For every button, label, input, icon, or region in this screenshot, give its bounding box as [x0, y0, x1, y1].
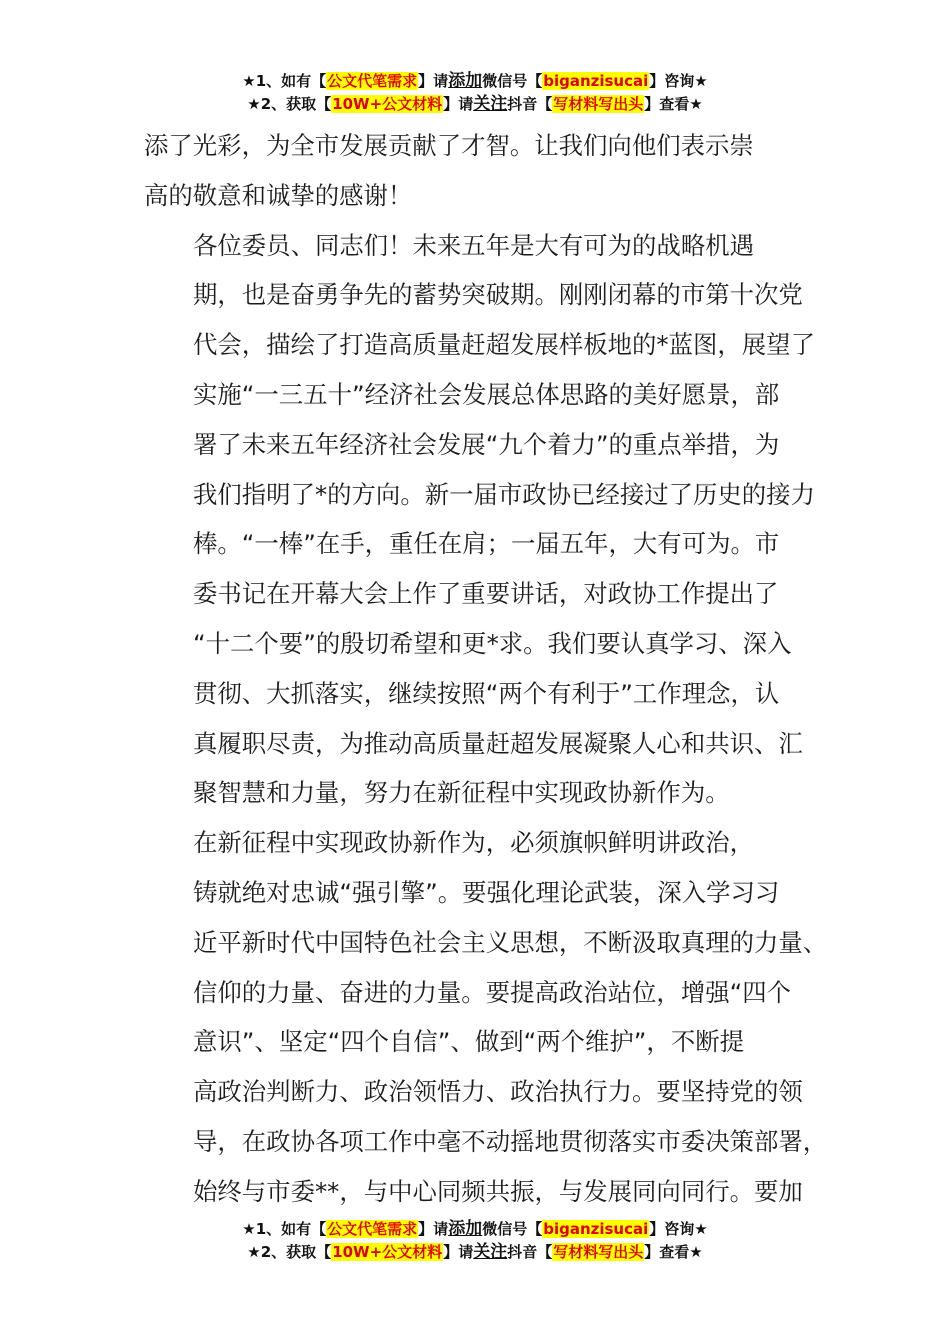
document-body — [144, 121, 828, 1217]
banner-line-1 — [0, 70, 950, 93]
banner-text: 抖音【 — [507, 95, 553, 113]
paragraph — [144, 221, 814, 819]
text-line: 署了未来五年经济社会发展“九个着力”的重点举措，为 — [193, 429, 780, 459]
text-line: 各位委员、同志们！未来五年是大有可为的战略机遇 — [193, 230, 754, 260]
header-banner — [0, 70, 950, 116]
banner-text: 抖音【 — [507, 1243, 553, 1261]
text-line: 聚智慧和力量，努力在新征程中实现政协新作为。 — [193, 778, 730, 808]
wechat-id-highlight: biganzisucai — [543, 1220, 649, 1238]
text-line: 棒。“一棒”在手，重任在肩；一届五年，大有可为。市 — [193, 529, 780, 559]
paragraph — [144, 818, 828, 1216]
banner-highlight: 公文代笔需求 — [327, 72, 418, 90]
text-line: 委书记在开幕大会上作了重要讲话，对政协工作提出了 — [193, 579, 779, 609]
text-line: 期，也是奋勇争先的蓄势突破期。刚刚闭幕的市第十次党 — [193, 280, 803, 310]
banner-line-1 — [0, 1218, 950, 1241]
text-line: 实施“一三五十”经济社会发展总体思路的美好愿景，部 — [193, 379, 780, 409]
banner-highlight: 公文代笔需求 — [327, 1220, 418, 1238]
banner-text: 微信号【 — [482, 1220, 543, 1238]
banner-text: ★1、如有【 — [242, 1220, 327, 1238]
banner-text: 】咨询★ — [649, 72, 708, 90]
banner-text: 】查看★ — [644, 1243, 703, 1261]
banner-text: 】查看★ — [644, 95, 703, 113]
text-line: 信仰的力量、奋进的力量。要提高政治站位，增强“四个 — [193, 977, 792, 1007]
text-line: 贯彻、大抓落实，继续按照“两个有利于”工作理念，认 — [193, 678, 780, 708]
banner-underlined: 添加 — [448, 71, 483, 91]
banner-text: ★1、如有【 — [242, 72, 327, 90]
banner-underlined: 添加 — [448, 1219, 483, 1239]
banner-text: 】咨询★ — [649, 1220, 708, 1238]
text-line: 添了光彩，为全市发展贡献了才智。让我们向他们表示崇 — [144, 131, 754, 160]
text-line: 真履职尽责，为推动高质量赶超发展凝聚人心和共识、汇 — [193, 728, 803, 758]
text-line: 始终与市委**，与中心同频共振，与发展同向同行。要加 — [193, 1176, 803, 1206]
text-line: 代会，描绘了打造高质量赶超发展样板地的*蓝图，展望了 — [193, 330, 815, 360]
footer-banner — [0, 1218, 950, 1264]
banner-text: 】请 — [443, 95, 474, 113]
text-line: “十二个要”的殷切希望和更*求。我们要认真学习、深入 — [193, 628, 792, 658]
banner-text: 】请 — [443, 1243, 474, 1261]
banner-highlight: 10W+公文材料 — [332, 1243, 443, 1261]
douyin-highlight: 写材料写出头 — [553, 1243, 644, 1261]
paragraph-continuation — [144, 121, 814, 221]
banner-line-2 — [0, 93, 950, 116]
text-line: 高政治判断力、政治领悟力、政治执行力。要坚持党的领 — [193, 1077, 803, 1107]
text-line: 近平新时代中国特色社会主义思想，不断汲取真理的力量、 — [193, 927, 828, 957]
banner-text: ★2、获取【 — [247, 95, 332, 113]
douyin-highlight: 写材料写出头 — [553, 95, 644, 113]
banner-text: ★2、获取【 — [247, 1243, 332, 1261]
banner-text: 微信号【 — [482, 72, 543, 90]
text-line: 在新征程中实现政协新作为，必须旗帜鲜明讲政治， — [193, 828, 754, 858]
banner-underlined: 关注 — [473, 94, 508, 114]
wechat-id-highlight: biganzisucai — [543, 72, 649, 90]
text-line: 意识”、坚定“四个自信”、做到“两个维护”，不断提 — [193, 1027, 744, 1057]
banner-highlight: 10W+公文材料 — [332, 95, 443, 113]
banner-text: 】请 — [418, 72, 449, 90]
text-line: 我们指明了*的方向。新一届市政协已经接过了历史的接力 — [193, 479, 815, 509]
text-line: 导，在政协各项工作中毫不动摇地贯彻落实市委决策部署， — [193, 1126, 828, 1156]
banner-underlined: 关注 — [473, 1242, 508, 1262]
text-line: 铸就绝对忠诚“强引擎”。要强化理论武装，深入学习习 — [193, 877, 780, 907]
banner-line-2 — [0, 1241, 950, 1264]
banner-text: 】请 — [418, 1220, 449, 1238]
text-line: 高的敬意和诚挚的感谢！ — [144, 180, 413, 210]
